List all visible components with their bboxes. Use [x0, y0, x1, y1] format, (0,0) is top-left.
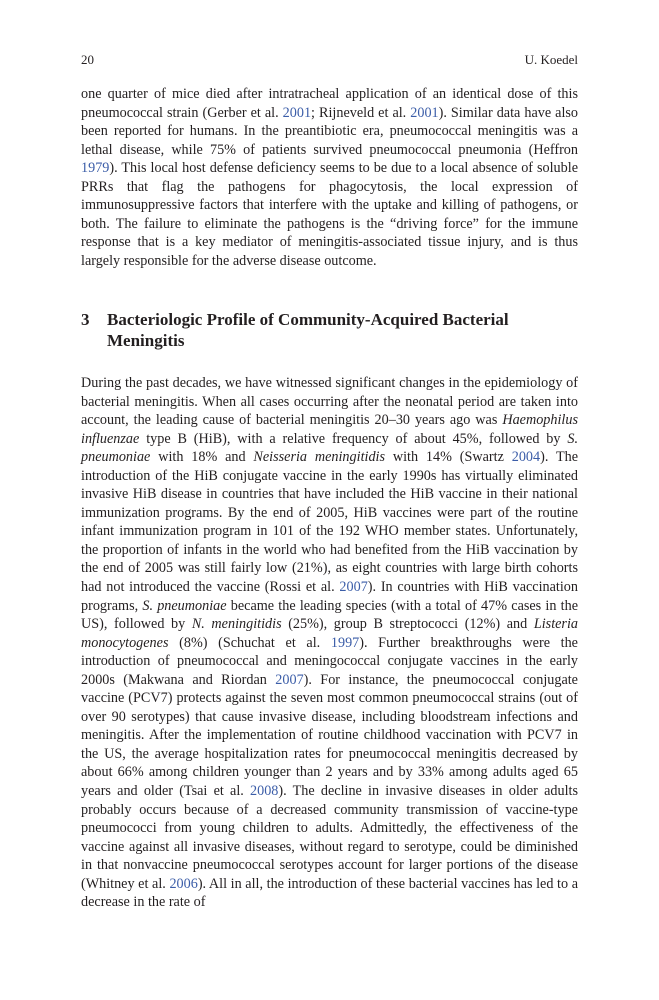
italic-term: Listeria monocytogenes	[81, 616, 578, 651]
citation-link[interactable]: 2007	[275, 671, 304, 688]
text-run: During the past decades, we have witnessed significant changes in the epidemiology of bacterial meningitis. When all cases occurring after the neonatal period are taken into account, the leading cause of bacterial meningitis 20–30 years ago was	[81, 375, 578, 429]
italic-term: S. pneumoniae	[81, 430, 578, 466]
running-head-author: U. Koedel	[524, 52, 578, 67]
body-paragraph-1	[81, 85, 578, 270]
italic-term: N. meningitidis	[191, 616, 282, 633]
citation-link[interactable]: 1997	[330, 634, 360, 651]
text-run: became the leading species (with a total of 47% cases in the US), followed by	[81, 597, 578, 633]
citation-link[interactable]: 2008	[250, 783, 279, 800]
text-run: ). The decline in invasive diseases in older adults probably occurs because of a decreased community transmission of vaccine-type pneumococci from young children to adults. Admittedly, the effectiveness of the vaccine against all invasive diseases, without regard to serotype, could be diminished in that nonvaccine pneumococcal serotypes account for larger portions of the disease (Whitney et al.	[81, 783, 578, 892]
citation-link[interactable]: 1979	[81, 160, 110, 177]
text-run: ). Similar data have also been reported for humans. In the preantibiotic era, pneumococcal meningitis was a lethal disease, while 75% of patients survived pneumococcal pneumonia (Heffron	[81, 104, 578, 158]
section-title: Bacteriologic Profile of Community-Acquired Bacterial Meningitis	[107, 310, 509, 350]
citation-link[interactable]: 2007	[339, 579, 368, 596]
text-run: with 14% (Swartz	[385, 449, 512, 466]
text-run: with 18% and	[150, 449, 254, 466]
text-run: ). The introduction of the HiB conjugate vaccine in the early 1990s has virtually eliminated invasive HiB disease in countries that have included the HiB vaccine in their national immunization programs. By the end of 2005, HiB vaccines were part of the routine infant immunization program in 101 of the 192 WHO member states. Unfortunately, the proportion of infants in the world who had benefited from the HiB vaccination by the end of 2005 was still fairly low (21%), as eight countries with large birth cohorts had not introduced the vaccine (Rossi et al.	[81, 449, 579, 596]
text-run: type B (HiB), with a relative frequency of about 45%, followed by	[139, 430, 568, 447]
citation-link[interactable]: 2001	[410, 104, 439, 121]
italic-term: S. pneumoniae	[142, 597, 227, 614]
text-run: ). In countries with HiB vaccination programs,	[81, 579, 578, 614]
italic-term: Neisseria meningitidis	[253, 449, 386, 466]
text-run: ; Rijneveld et al.	[311, 104, 411, 121]
text-run: (8%) (Schuchat et al.	[168, 634, 331, 651]
text-run: one quarter of mice died after intratracheal application of an identical dose of this pneumococcal strain (Gerber et al.	[81, 86, 578, 121]
text-run: (25%), group B streptococci (12%) and	[281, 616, 534, 633]
text-run: ). Further breakthroughs were the introduction of pneumococcal and meningococcal conjugate vaccines in the early 2000s (Makwana and Riordan	[81, 634, 578, 688]
page-number: 20	[81, 52, 94, 67]
running-head	[81, 51, 578, 69]
section-number: 3	[81, 310, 90, 329]
italic-term: Haemophilus influenzae	[81, 412, 578, 447]
text-run: ). This local host defense deficiency seems to be due to a local absence of soluble PRRs that flag the pathogens for phagocytosis, the local expression of immunosuppressive factors that interfere with the uptake and killing of pathogens, or both. The failure to eliminate the pathogens is the “driving force” for the immune response that is a key mediator of meningitis-associated tissue injury, and is thus largely responsible for the adverse disease outcome.	[81, 160, 578, 269]
citation-link[interactable]: 2004	[511, 449, 541, 466]
text-run: ). For instance, the pneumococcal conjugate vaccine (PCV7) protects against the seven most common pneumococcal strains (out of over 90 serotypes) that cause invasive disease, including bloodstream infections and meningitis. After the implementation of routine childhood vaccination with PCV7 in the US, the average hospitalization rates for pneumococcal meningitis decreased by about 66% among children younger than 2 years and by 33% among adults aged 65 years and older (Tsai et al.	[81, 671, 578, 800]
text-run: ). All in all, the introduction of these bacterial vaccines has led to a decrease in the rate of	[81, 875, 579, 911]
citation-link[interactable]: 2001	[282, 104, 312, 121]
citation-link[interactable]: 2006	[169, 875, 198, 892]
body-paragraph-2	[81, 374, 578, 912]
